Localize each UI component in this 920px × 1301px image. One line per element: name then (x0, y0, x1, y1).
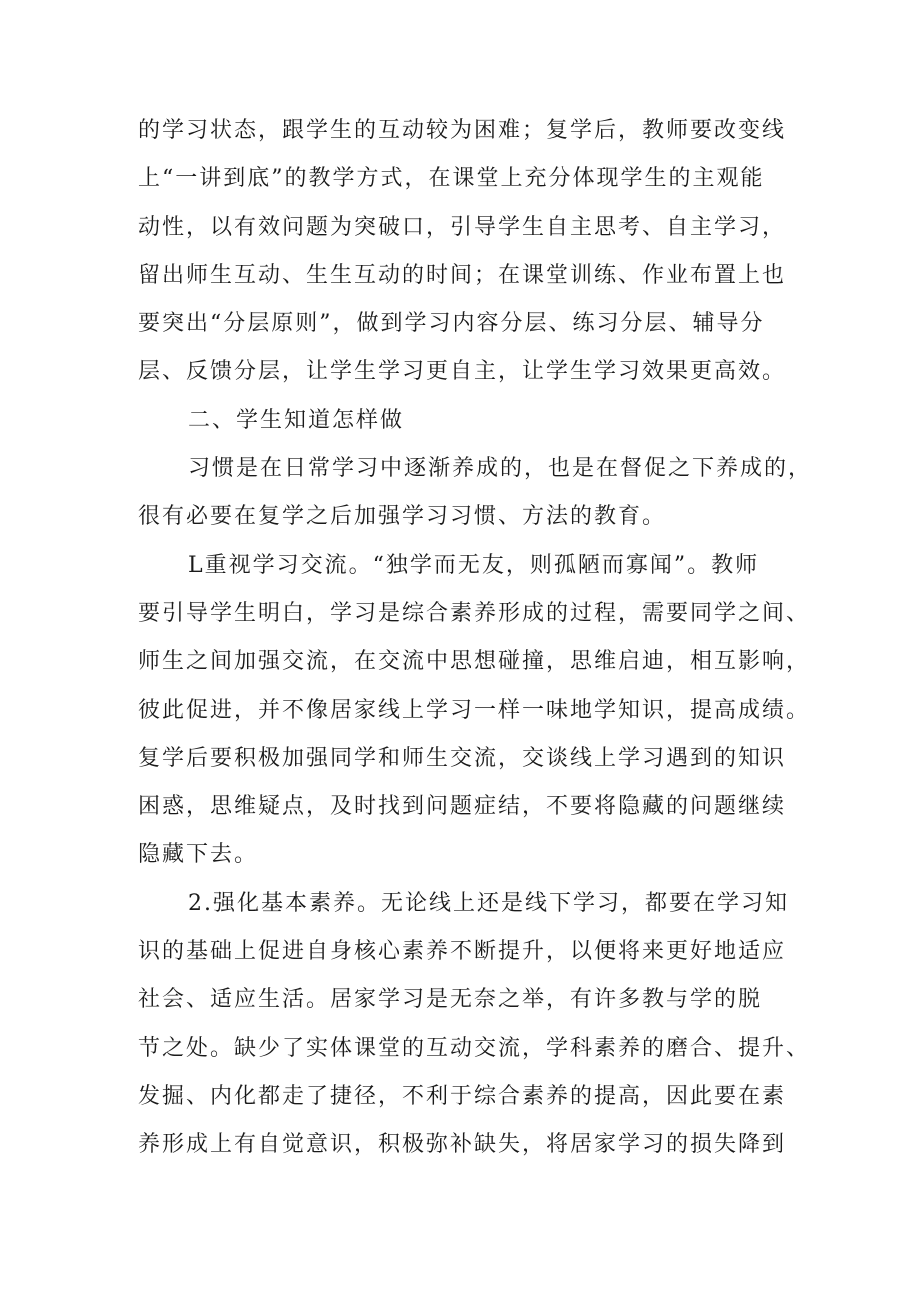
document-body (138, 107, 813, 1170)
text-line: 要引导学生明白，学习是综合素养形成的过程，需要同学之间、 (138, 600, 811, 626)
text-line: 节之处。缺少了实体课堂的互动交流，学科素养的磨合、提升、 (138, 1035, 811, 1061)
text-line: 留出师生互动、生生互动的时间；在课堂训练、作业布置上也 (138, 262, 787, 288)
text-line: 复学后要积极加强同学和师生交流，交谈线上学习遇到的知识 (138, 745, 787, 771)
text-line: 发掘、内化都走了捷径，不利于综合素养的提高，因此要在素 (138, 1083, 787, 1109)
text-line: 很有必要在复学之后加强学习习惯、方法的教育。 (138, 504, 667, 530)
section-heading: 二、学生知道怎样做 (188, 407, 405, 433)
paragraph-start: L重视学习交流。“独学而无友，则孤陋而寡闻”。教师 (188, 552, 760, 578)
text-line: 的学习状态，跟学生的互动较为困难；复学后，教师要改变线 (138, 118, 787, 143)
text-line: 识的基础上促进自身核心素养不断提升，以便将来更好地适应 (138, 939, 787, 965)
paragraph-start: 2.强化基本素养。无论线上还是线下学习，都要在学习知 (188, 890, 789, 916)
text-line: 上“一讲到底”的教学方式，在课堂上充分体现学生的主观能 (138, 166, 765, 192)
paragraph-start: 习惯是在日常学习中逐渐养成的，也是在督促之下养成的， (188, 456, 813, 482)
text-line: 隐藏下去。 (138, 842, 259, 868)
text-line: 动性，以有效问题为突破口，引导学生自主思考、自主学习， (138, 214, 787, 240)
text-line: 养形成上有自觉意识，积极弥补缺失，将居家学习的损失降到 (138, 1132, 787, 1158)
text-line: 层、反馈分层，让学生学习更自主，让学生学习效果更高效。 (138, 359, 787, 385)
text-line: 师生之间加强交流，在交流中思想碰撞，思维启迪，相互影响， (138, 649, 811, 675)
text-line: 困惑，思维疑点，及时找到问题症结，不要将隐藏的问题继续 (138, 794, 787, 820)
text-line: 彼此促进，并不像居家线上学习一样一味地学知识，提高成绩。 (138, 697, 811, 723)
text-line: 社会、适应生活。居家学习是无奈之举，有许多教与学的脱 (138, 987, 763, 1013)
text-line: 要突出“分层原则”，做到学习内容分层、练习分层、辅导分 (138, 311, 765, 337)
